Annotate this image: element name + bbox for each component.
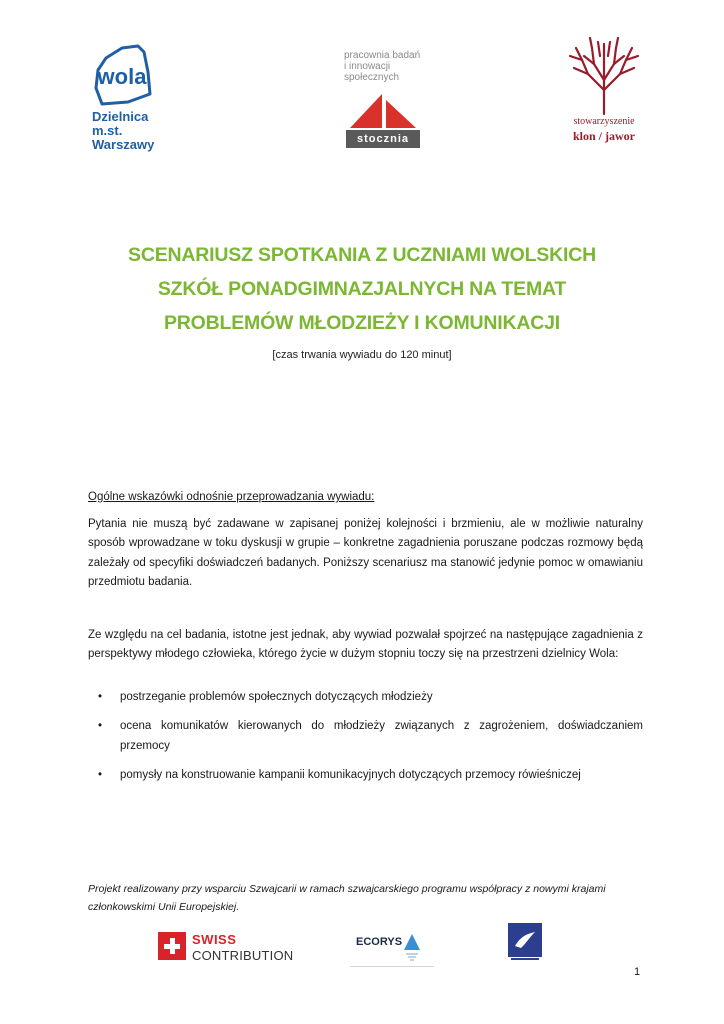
list-item-text: pomysły na konstruowanie kampanii komunikacyjnych dotyczących przemocy rówieśniczej	[120, 769, 581, 782]
klon-subtitle: stowarzyszenie	[573, 116, 635, 127]
wola-map-icon	[88, 42, 168, 110]
bird-icon	[507, 922, 543, 962]
klon-name: klon / jawor	[572, 129, 635, 143]
bullet-icon: •	[98, 720, 103, 733]
stocznia-line-3: społecznych	[344, 72, 400, 83]
swiss-flag-icon	[158, 932, 186, 960]
wola-line-1: Dzielnica	[92, 109, 149, 124]
page-number: 1	[634, 966, 641, 978]
fund-logo	[507, 922, 543, 962]
wola-line-2: m.st.	[92, 123, 123, 138]
title-line-1: SCENARIUSZ SPOTKANIA Z UCZNIAMI WOLSKICH	[128, 244, 596, 266]
ecorys-name: ECORYS	[356, 936, 403, 948]
stocznia-name: stocznia	[346, 130, 420, 148]
funding-note: Projekt realizowany przy wsparciu Szwajcarii w ramach szwajcarskiego programu współpracy z nowymi krajami członkowskimi Unii Europejskiej.	[88, 883, 606, 913]
title-line-2: SZKÓŁ PONADGIMNAZJALNYCH NA TEMAT	[157, 278, 567, 300]
stocznia-line-1: pracownia badań	[344, 50, 421, 61]
ecorys-logo	[350, 930, 434, 968]
list-item	[88, 688, 643, 707]
ecorys-triangle-icon	[402, 932, 422, 962]
list-item	[88, 717, 643, 756]
stocznia-line-2: i innowacji	[344, 61, 391, 72]
wola-wordmark: wola	[97, 64, 147, 89]
swiss-contribution-logo	[158, 932, 294, 966]
sail-icon	[346, 92, 420, 130]
section-heading: Ogólne wskazówki odnośnie przeprowadzania wywiadu:	[88, 491, 375, 503]
duration-note: [czas trwania wywiadu do 120 minut]	[272, 349, 452, 361]
list-item	[88, 766, 643, 785]
title-line-3: PROBLEMÓW MŁODZIEŻY I KOMUNIKACJI	[163, 312, 561, 334]
wola-district-logo	[88, 42, 178, 154]
paragraph-1: Pytania nie muszą być zadawane w zapisanej poniżej kolejności i brzmieniu, ale w możliwie naturalny sposób wprowadzane w toku dyskusji w grupie – konkretne zagadnienia poruszane podczas rozmowy będą zależały od specyfiki doświadczeń badanych. Poniższy scenariusz ma stanowić jedynie pomoc w omawianiu przedmiotu badania.	[88, 518, 643, 589]
bullet-icon: •	[98, 691, 103, 703]
bullet-list	[88, 688, 643, 796]
list-item-text: ocena komunikatów kierowanych do młodzieży związanych z zagrożeniem, doświadczaniem przemocy	[120, 720, 643, 752]
swiss-line-2: CONTRIBUTION	[192, 948, 294, 963]
swiss-line-1: SWISS	[192, 932, 237, 947]
stocznia-logo	[344, 50, 424, 150]
list-item-text: postrzeganie problemów społecznych dotyczących młodzieży	[120, 691, 433, 703]
wola-line-3: Warszawy	[92, 137, 155, 152]
klon-jawor-logo	[562, 34, 646, 146]
document-title	[60, 238, 664, 340]
paragraph-2: Ze względu na cel badania, istotne jest jednak, aby wywiad pozwalał spojrzeć na następujące zagadnienia z perspektywy młodego człowieka, którego życie w dużym stopniu toczy się na przestrzeni dzielnicy Wola:	[88, 629, 643, 661]
tree-icon	[562, 34, 646, 116]
bullet-icon: •	[98, 769, 103, 782]
